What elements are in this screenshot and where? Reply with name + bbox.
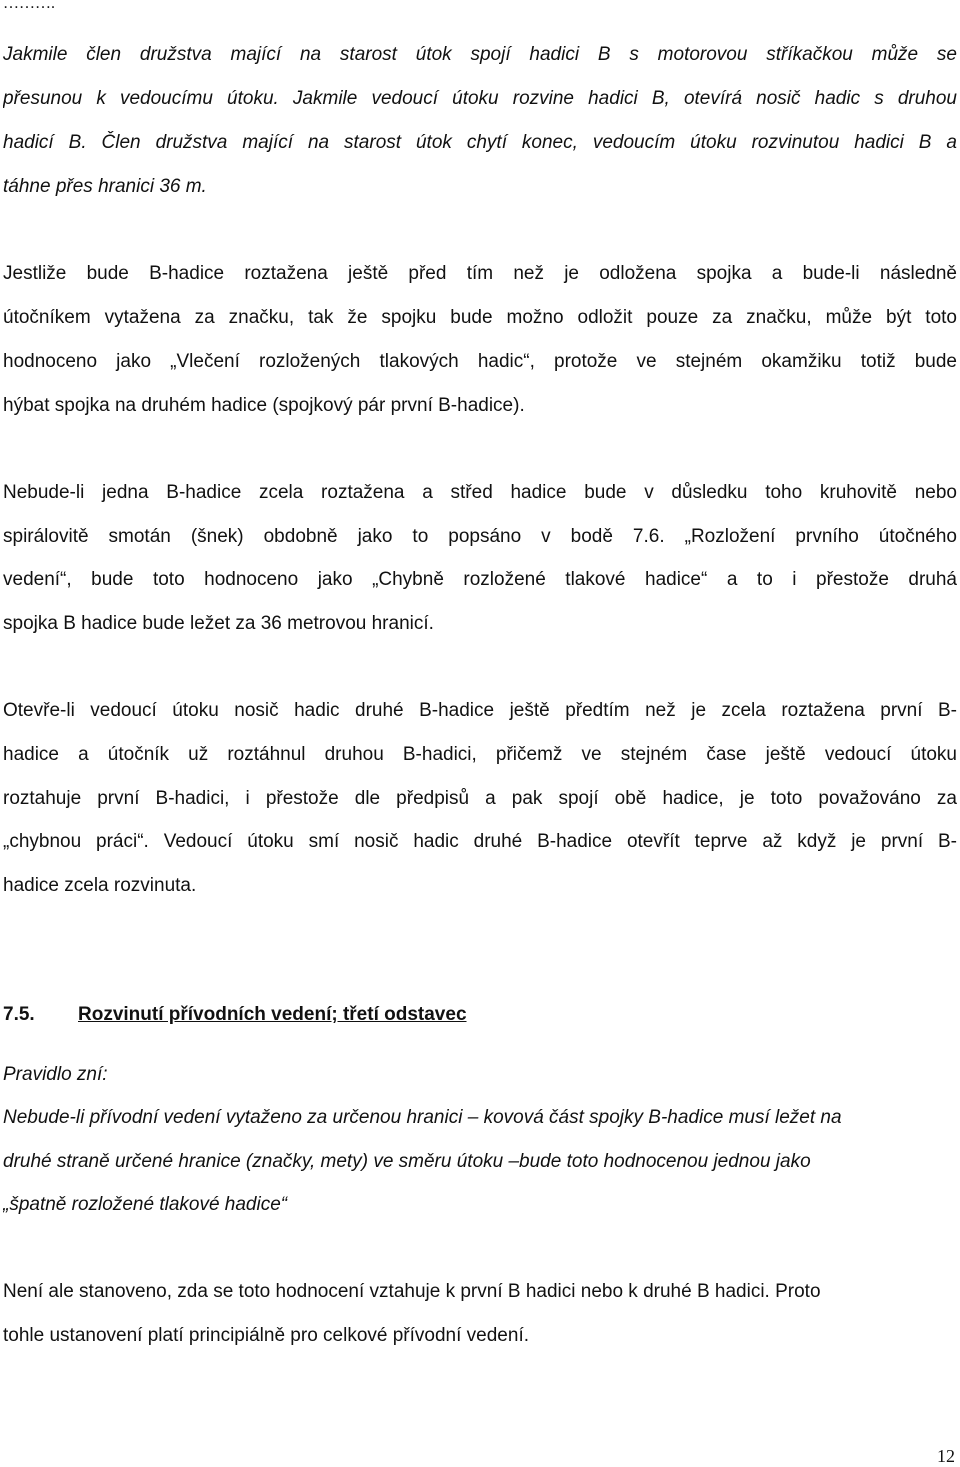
paragraph-line: hadice zcela rozvinuta.	[3, 875, 197, 896]
rule-line: Nebude-li přívodní vedení vytaženo za určenou hranici – kovová část spojky B-hadice musí ležet na	[3, 1107, 842, 1128]
paragraph-line: roztahuje první B-hadici, i přestože dle předpisů a pak spojí obě hadice, je toto považováno za	[3, 788, 957, 809]
rule-line: „špatně rozložené tlakové hadice“	[3, 1194, 288, 1215]
section-number: 7.5.	[3, 1004, 35, 1025]
paragraph-line: útočníkem vytažena za značku, tak že spojku bude možno odložit pouze za značku, může být toto	[3, 307, 957, 328]
paragraph-line: Jestliže bude B-hadice roztažena ještě před tím než je odložena spojka a bude-li následně	[3, 263, 957, 284]
paragraph-line: přesunou k vedoucímu útoku. Jakmile vedoucí útoku rozvine hadici B, otevírá nosič hadic s druhou	[3, 88, 957, 109]
paragraph-line: „chybnou práci“. Vedoucí útoku smí nosič hadic druhé B-hadice otevřít teprve až když je první B-	[3, 831, 957, 852]
rule-intro: Pravidlo zní:	[3, 1064, 108, 1085]
paragraph-line: hýbat spojka na druhém hadice (spojkový pár první B-hadice).	[3, 395, 525, 416]
paragraph-line: hodnoceno jako „Vlečení rozložených tlakových hadic“, protože ve stejném okamžiku totiž bude	[3, 351, 957, 372]
paragraph-line: hadicí B. Člen družstva mající na starost útok chytí konec, vedoucím útoku rozvinutou hadici B a	[3, 132, 957, 153]
paragraph-line: tohle ustanovení platí principiálně pro celkové přívodní vedení.	[3, 1325, 529, 1346]
paragraph-line: táhne přes hranici 36 m.	[3, 176, 207, 197]
ellipsis-marker: ……….	[3, 0, 55, 12]
rule-line: druhé straně určené hranice (značky, mety) ve směru útoku –bude toto hodnocenou jednou jako	[3, 1151, 811, 1172]
paragraph-line: hadice a útočník už roztáhnul druhou B-hadici, přičemž ve stejném čase ještě vedoucí útoku	[3, 744, 957, 765]
paragraph-line: Nebude-li jedna B-hadice zcela roztažena a střed hadice bude v důsledku toho kruhovitě nebo	[3, 482, 957, 503]
section-title: Rozvinutí přívodních vedení; třetí odstavec	[78, 1004, 467, 1025]
paragraph-line: spojka B hadice bude ležet za 36 metrovou hranicí.	[3, 613, 434, 634]
paragraph-line: Otevře-li vedoucí útoku nosič hadic druhé B-hadice ještě předtím než je zcela roztažena první B-	[3, 700, 957, 721]
page-number: 12	[937, 1446, 955, 1466]
paragraph-line: spirálovitě smotán (šnek) obdobně jako to popsáno v bodě 7.6. „Rozložení prvního útočného	[3, 526, 957, 547]
paragraph-line: Jakmile člen družstva mající na starost útok spojí hadici B s motorovou stříkačkou může se	[3, 44, 957, 65]
paragraph-line: Není ale stanoveno, zda se toto hodnocení vztahuje k první B hadici nebo k druhé B hadici. Proto	[3, 1281, 821, 1302]
section-heading	[3, 1003, 467, 1027]
paragraph-line: vedení“, bude toto hodnoceno jako „Chybně rozložené tlakové hadice“ a to i přestože druhá	[3, 569, 957, 590]
